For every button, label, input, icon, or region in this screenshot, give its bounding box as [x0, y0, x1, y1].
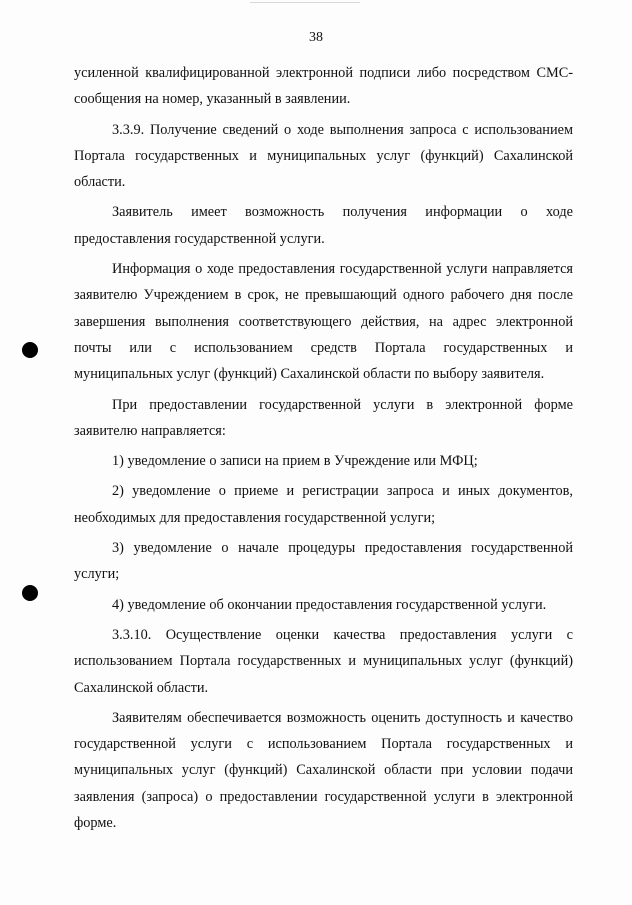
list-item: 1) уведомление о записи на прием в Учреждение или МФЦ;: [112, 453, 478, 470]
list-item: 3) уведомление о начале процедуры предоставления государственной услуги;: [74, 540, 573, 583]
punch-hole-bottom: [22, 585, 38, 601]
punch-hole-top: [22, 342, 38, 358]
document-body: [74, 60, 573, 836]
paragraph: Заявитель имеет возможность получения информации о ходе предоставления государственной услуги.: [74, 204, 573, 247]
paragraph: Информация о ходе предоставления государственной услуги направляется заявителю Учреждением в срок, не превышающий одного рабочего дня после завершения выполнения соответствующего действия, на адрес электронной почты или с использованием средств Портала государственных и муниципальных услуг (функций) Сахалинской области по выбору заявителя.: [74, 261, 573, 383]
paragraph: При предоставлении государственной услуги в электронной форме заявителю направляется:: [74, 396, 573, 439]
scan-artifact: [250, 2, 360, 3]
page-number: 38: [309, 30, 323, 45]
section-3-3-9-heading: 3.3.9. Получение сведений о ходе выполнения запроса с использованием Портала государственных и муниципальных услуг (функций) Сахалинской области.: [74, 121, 573, 191]
paragraph-continuation: усиленной квалифицированной электронной подписи либо посредством СМС-сообщения на номер, указанный в заявлении.: [74, 65, 573, 108]
list-item: 4) уведомление об окончании предоставления государственной услуги.: [112, 596, 547, 613]
section-3-3-10-heading: 3.3.10. Осуществление оценки качества предоставления услуги с использованием Портала государственных и муниципальных услуг (функций) Сахалинской области.: [74, 626, 573, 696]
paragraph: Заявителям обеспечивается возможность оценить доступность и качество государственной услуги с использованием Портала государственных и муниципальных услуг (функций) Сахалинской области при условии подачи заявления (запроса) о предоставлении государственной услуги в электронной форме.: [74, 709, 573, 832]
list-item: 2) уведомление о приеме и регистрации запроса и иных документов, необходимых для предоставления государственной услуги;: [74, 483, 573, 526]
